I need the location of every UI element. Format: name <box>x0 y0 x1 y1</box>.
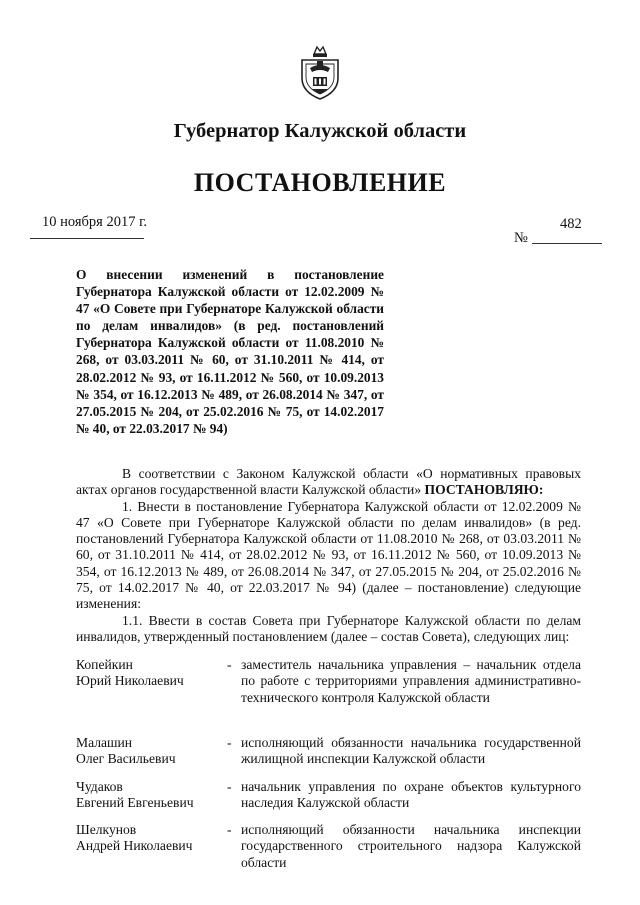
item-1: 1. Внести в постановление Губернатора Калужской области от 12.02.2009 № 47 «О Совете при Губернаторе Калужской области по делам инвалидов» (в ред. постановлений Губернатора Калужской области от 11.08.2010 № 268, от 03.03.2011 № 60, от 31.10.2011 № 414, от 28.02.2012 № 93, от 16.11.2012 № 560, от 10.09.2013 № 354, от 16.12.2013 № 489, от 26.08.2014 № 347, от 27.05.2015 № 204, от 25.02.2016 № 75, от 14.02.2017 № 40, от 22.03.2017 № 94) (далее – постановление) следующие изменения: <box>76 498 581 612</box>
member-position: заместитель начальника управления – начальник отдела по работе с территориями управления административно-технического контроля Калужской области <box>241 657 581 705</box>
member-surname: Копейкин <box>76 657 133 672</box>
member-name <box>76 822 224 855</box>
decree-subject: О внесении изменений в постановление Губернатора Калужской области от 12.02.2009 № 47 «О Совете при Губернаторе Калужской области по делам инвалидов» (в ред. постановлений Губернатора Калужской области от 11.08.2010 № 268, от 03.03.2011 № 60, от 31.10.2011 № 414, от 28.02.2012 № 93, от 16.11.2012 № 560, от 10.09.2013 № 354, от 16.12.2013 № 489, от 26.08.2014 № 347, от 27.05.2015 № 204, от 25.02.2016 № 75, от 14.02.2017 № 40, от 22.03.2017 № 94) <box>76 267 384 436</box>
preamble-paragraph <box>76 466 581 499</box>
number-underline <box>532 243 602 244</box>
coat-of-arms-emblem <box>298 44 342 102</box>
issuing-authority: Губернатор Калужской области <box>173 120 467 142</box>
member-surname: Малашин <box>76 735 133 750</box>
item-1-1: 1.1. Ввести в состав Совета при Губернаторе Калужской области по делам инвалидов, утвержденный постановлением (далее – состав Совета), следующих лиц: <box>76 612 581 644</box>
member-surname: Чудаков <box>76 779 123 794</box>
document-date: 10 ноября 2017 г. <box>42 214 148 230</box>
member-name <box>76 657 224 690</box>
member-dash: - <box>227 779 232 794</box>
member-given-names: Андрей Николаевич <box>76 838 193 854</box>
member-given-names: Олег Васильевич <box>76 751 176 767</box>
preamble-text: В соответствии с Законом Калужской области «О нормативных правовых актах органов государственной власти Калужской области» <box>76 466 581 498</box>
number-sign: № <box>514 230 528 246</box>
decree-body <box>76 466 581 645</box>
document-type-title: ПОСТАНОВЛЕНИЕ <box>193 168 447 197</box>
member-dash: - <box>227 822 232 837</box>
document-number: 482 <box>560 216 582 232</box>
member-given-names: Евгений Евгеньевич <box>76 795 194 811</box>
member-dash: - <box>227 735 232 750</box>
member-position: исполняющий обязанности начальника государственной жилищной инспекции Калужской области <box>241 735 581 767</box>
decree-word: ПОСТАНОВЛЯЮ: <box>424 482 544 498</box>
date-underline <box>30 238 144 239</box>
member-position: исполняющий обязанности начальника инспекции государственного строительного надзора Калужской области <box>241 822 581 870</box>
member-given-names: Юрий Николаевич <box>76 673 184 689</box>
member-position: начальник управления по охране объектов культурного наследия Калужской области <box>241 779 581 811</box>
member-dash: - <box>227 657 232 672</box>
member-name <box>76 779 224 812</box>
member-name <box>76 735 224 768</box>
member-surname: Шелкунов <box>76 822 137 837</box>
